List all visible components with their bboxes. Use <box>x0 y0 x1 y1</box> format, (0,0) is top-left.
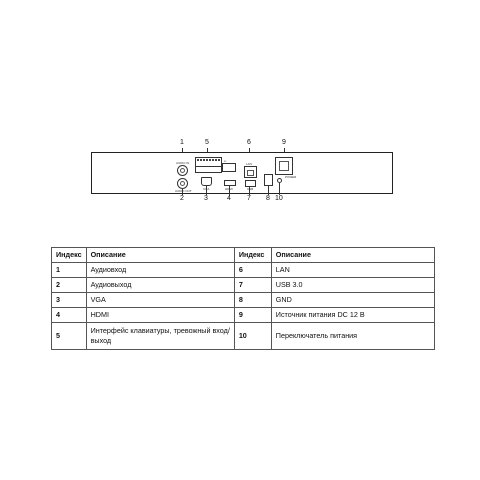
table-header-row <box>52 248 435 263</box>
audio-out-label: AUDIO OUT <box>175 189 192 193</box>
description-cell: Аудиовход <box>86 263 234 278</box>
description-cell: GND <box>271 293 434 308</box>
port-description-table <box>51 247 435 350</box>
callout-1: 1 <box>180 139 184 146</box>
terminal-mark: ▪▪ <box>224 159 227 163</box>
description-cell: LAN <box>271 263 434 278</box>
usb-label: USB <box>247 187 254 191</box>
leader-line-8 <box>268 186 269 195</box>
callout-2: 2 <box>180 195 184 202</box>
index-cell: 8 <box>234 293 271 308</box>
table-row <box>52 293 435 308</box>
power-label: POWER <box>285 175 297 179</box>
callout-7: 7 <box>247 195 251 202</box>
index-cell: 4 <box>52 308 87 323</box>
index-cell: 6 <box>234 263 271 278</box>
callout-4: 4 <box>227 195 231 202</box>
dc-power-jack-icon <box>264 174 273 186</box>
lan-port-icon <box>244 166 257 178</box>
index-cell: 7 <box>234 278 271 293</box>
description-cell: Источник питания DC 12 В <box>271 308 434 323</box>
header-index-right: Индекс <box>234 248 271 263</box>
terminal-block-lower-icon <box>195 166 222 173</box>
table-row <box>52 263 435 278</box>
lan-label: LAN <box>246 162 252 166</box>
description-cell: Интерфейс клавиатуры, тревожный вход/выход <box>86 323 234 350</box>
leader-line-3 <box>206 186 207 195</box>
terminal-block-small-icon <box>222 163 236 172</box>
description-cell: Аудиовыход <box>86 278 234 293</box>
callout-6: 6 <box>247 139 251 146</box>
leader-line-7 <box>249 186 250 195</box>
table-row <box>52 278 435 293</box>
leader-line-4 <box>229 186 230 195</box>
index-cell: 3 <box>52 293 87 308</box>
header-description-left: Описание <box>86 248 234 263</box>
vga-port-icon <box>201 177 212 186</box>
leader-line-10 <box>279 183 280 195</box>
description-cell: HDMI <box>86 308 234 323</box>
callout-5: 5 <box>205 139 209 146</box>
audio-out-jack-icon <box>177 178 188 189</box>
index-cell: 2 <box>52 278 87 293</box>
audio-in-jack-icon <box>177 165 188 176</box>
description-cell: Переключатель питания <box>271 323 434 350</box>
index-cell: 10 <box>234 323 271 350</box>
hdmi-label: HDMI <box>225 187 233 191</box>
power-switch-icon <box>275 157 293 175</box>
description-cell: USB 3.0 <box>271 278 434 293</box>
description-cell: VGA <box>86 293 234 308</box>
usb-port-icon <box>245 180 256 187</box>
hdmi-port-icon <box>224 180 236 186</box>
index-cell: 9 <box>234 308 271 323</box>
callout-8: 8 <box>266 195 270 202</box>
vga-label: VGA <box>203 187 210 191</box>
header-description-right: Описание <box>271 248 434 263</box>
header-index-left: Индекс <box>52 248 87 263</box>
table-row <box>52 323 435 350</box>
device-rear-panel <box>91 152 393 194</box>
audio-in-label: AUDIO IN <box>176 161 190 165</box>
table-row <box>52 308 435 323</box>
callout-9: 9 <box>282 139 286 146</box>
index-cell: 1 <box>52 263 87 278</box>
callout-3: 3 <box>204 195 208 202</box>
callout-10: 10 <box>275 195 283 202</box>
index-cell: 5 <box>52 323 87 350</box>
